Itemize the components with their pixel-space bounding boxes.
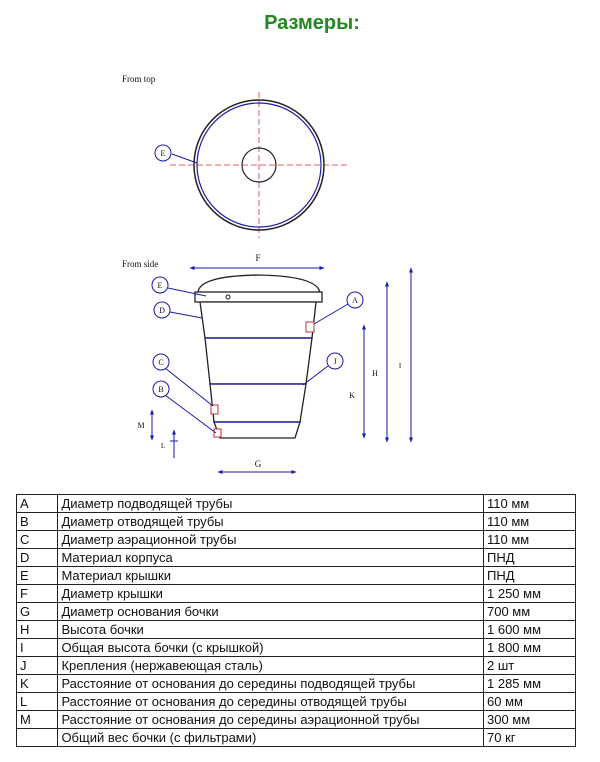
label-d: D: [159, 306, 165, 315]
row-description: Диаметр крышки: [58, 585, 484, 603]
row-value: 1 600 мм: [484, 621, 576, 639]
row-key: D: [17, 549, 58, 567]
table-row: [17, 657, 576, 675]
row-value: 700 мм: [484, 603, 576, 621]
label-m: M: [137, 421, 145, 430]
table-row: [17, 603, 576, 621]
row-value: 110 мм: [484, 495, 576, 513]
inlet-pipe-a: [306, 322, 314, 332]
from-side-label: From side: [122, 259, 159, 269]
specs-table-body: [17, 495, 576, 747]
label-e-top: E: [160, 149, 166, 158]
row-description: Диаметр отводящей трубы: [58, 513, 484, 531]
table-row: [17, 729, 576, 747]
row-value: 110 мм: [484, 513, 576, 531]
label-k: K: [349, 391, 355, 400]
barrel-upper-section: [200, 302, 316, 338]
row-description: Высота бочки: [58, 621, 484, 639]
row-description: Расстояние от основания до середины отводящей трубы: [58, 693, 484, 711]
row-description: Общая высота бочки (с крышкой): [58, 639, 484, 657]
top-view: [155, 92, 348, 238]
table-row: [17, 531, 576, 549]
label-a: A: [352, 296, 358, 305]
lid-rim: [195, 292, 322, 302]
table-row: [17, 549, 576, 567]
row-description: Общий вес бочки (с фильтрами): [58, 729, 484, 747]
row-key: J: [17, 657, 58, 675]
table-row: [17, 693, 576, 711]
label-d-leader: [170, 312, 202, 318]
barrel-middle-section: [205, 338, 312, 384]
row-key: F: [17, 585, 58, 603]
label-l: L: [160, 442, 166, 450]
label-e-top-leader: [172, 154, 197, 163]
row-key: B: [17, 513, 58, 531]
lid-dome: [198, 275, 320, 293]
barrel-base: [214, 422, 300, 438]
label-b: B: [158, 385, 164, 394]
row-key: I: [17, 639, 58, 657]
row-key: A: [17, 495, 58, 513]
row-value: 1 285 мм: [484, 675, 576, 693]
row-description: Крепления (нержавеющая сталь): [58, 657, 484, 675]
page-title-text: Размеры:: [264, 12, 360, 34]
label-f: F: [255, 253, 261, 263]
label-h: H: [372, 369, 378, 378]
row-value: 300 мм: [484, 711, 576, 729]
label-j: J: [333, 357, 337, 366]
row-description: Расстояние от основания до середины подводящей трубы: [58, 675, 484, 693]
table-row: [17, 639, 576, 657]
row-description: Материал корпуса: [58, 549, 484, 567]
row-value: ПНД: [484, 549, 576, 567]
row-key: [17, 729, 58, 747]
table-row: [17, 495, 576, 513]
row-value: 70 кг: [484, 729, 576, 747]
barrel-lower-section: [210, 384, 306, 422]
table-row: [17, 567, 576, 585]
row-key: M: [17, 711, 58, 729]
aeration-pipe-c: [211, 405, 218, 414]
side-view: [137, 253, 411, 472]
table-row: [17, 675, 576, 693]
outlet-pipe-b: [214, 429, 221, 437]
row-key: E: [17, 567, 58, 585]
label-a-leader: [314, 304, 348, 324]
row-value: 2 шт: [484, 657, 576, 675]
row-description: Диаметр аэрационной трубы: [58, 531, 484, 549]
label-i: I: [398, 362, 402, 370]
table-row: [17, 621, 576, 639]
label-b-leader: [165, 395, 216, 433]
row-key: C: [17, 531, 58, 549]
row-value: 1 800 мм: [484, 639, 576, 657]
from-top-label: From top: [122, 74, 156, 84]
row-value: ПНД: [484, 567, 576, 585]
row-value: 1 250 мм: [484, 585, 576, 603]
row-value: 110 мм: [484, 531, 576, 549]
table-row: [17, 711, 576, 729]
row-description: Диаметр основания бочки: [58, 603, 484, 621]
row-value: 60 мм: [484, 693, 576, 711]
row-key: K: [17, 675, 58, 693]
label-g: G: [254, 459, 262, 469]
specs-table: [16, 494, 576, 747]
row-key: H: [17, 621, 58, 639]
row-key: L: [17, 693, 58, 711]
table-row: [17, 513, 576, 531]
row-key: G: [17, 603, 58, 621]
row-description: Диаметр подводящей трубы: [58, 495, 484, 513]
table-row: [17, 585, 576, 603]
label-c: C: [158, 358, 164, 367]
row-description: Материал крышки: [58, 567, 484, 585]
label-e-side: E: [157, 281, 163, 290]
row-description: Расстояние от основания до середины аэрационной трубы: [58, 711, 484, 729]
